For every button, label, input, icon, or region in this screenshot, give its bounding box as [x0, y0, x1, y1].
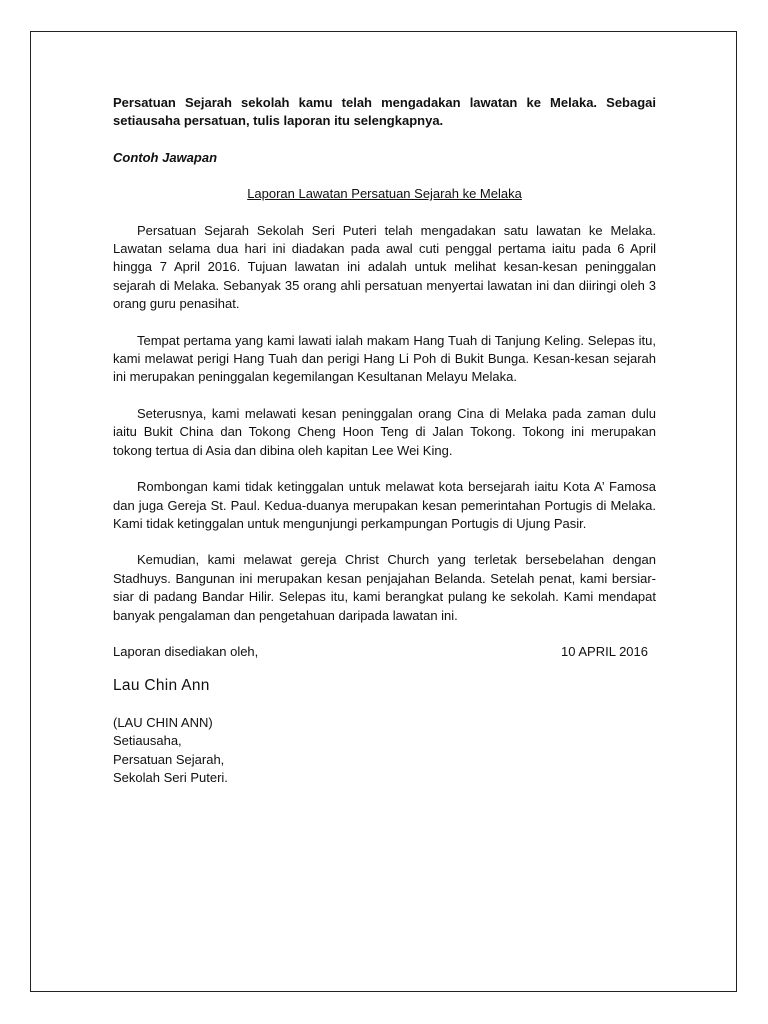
- question-text: Persatuan Sejarah sekolah kamu telah mengadakan lawatan ke Melaka. Sebagai setiausaha persatuan, tulis laporan itu selengkapnya.: [113, 95, 656, 129]
- report-paragraph-5: Kemudian, kami melawat gereja Christ Church yang terletak bersebelahan dengan Stadhuys. Bangunan ini merupakan kesan penjajahan Belanda. Setelah penat, kami bersiar-siar di padang Bandar Hilir. Selepas itu, kami berangkat pulang ke sekolah. Kami mendapat banyak pengalaman dan pengetahuan daripada lawatan ini.: [113, 552, 656, 623]
- report-date: 10 APRIL 2016: [561, 643, 648, 659]
- signatory-school: Sekolah Seri Puteri.: [113, 769, 228, 785]
- prepared-by-row: [113, 643, 656, 661]
- signature: Lau Chin Ann: [113, 677, 210, 695]
- prepared-by-label: Laporan disediakan oleh,: [113, 643, 259, 659]
- signatory-association: Persatuan Sejarah,: [113, 751, 225, 767]
- report-paragraph-1: Persatuan Sejarah Sekolah Seri Puteri telah mengadakan satu lawatan ke Melaka. Lawatan selama dua hari ini diadakan pada awal cuti penggal pertama iaitu pada 6 April hingga 7 April 2016. Tujuan lawatan ini adalah untuk melihat kesan-kesan peninggalan sejarah di Melaka. Sebanyak 35 orang ahli persatuan menyertai lawatan ini dan diiringi oleh 3 orang guru penasihat.: [113, 222, 656, 312]
- signatory-name: (LAU CHIN ANN): [113, 714, 213, 730]
- document-content: [113, 94, 656, 787]
- report-paragraph-3: Seterusnya, kami melawati kesan peninggalan orang Cina di Melaka pada zaman dulu iaitu Bukit China dan Tokong Cheng Hoon Teng di Jalan Tokong. Tokong ini merupakan tokong tertua di Asia dan dibina oleh kapitan Lee Wei King.: [113, 405, 656, 458]
- example-answer-heading: Contoh Jawapan: [113, 149, 218, 165]
- report-paragraph-4: Rombongan kami tidak ketinggalan untuk melawat kota bersejarah iaitu Kota A’ Famosa dan juga Gereja St. Paul. Kedua-duanya merupakan kesan pemerintahan Portugis di Melaka. Kami tidak ketinggalan untuk mengunjungi perkampungan Portugis di Ujung Pasir.: [113, 479, 656, 531]
- report-title: Laporan Lawatan Persatuan Sejarah ke Melaka: [247, 186, 522, 202]
- signatory-position: Setiausaha,: [113, 733, 182, 749]
- report-paragraph-2: Tempat pertama yang kami lawati ialah makam Hang Tuah di Tanjung Keling. Selepas itu, kami melawat perigi Hang Tuah dan perigi Hang Li Poh di Bukit Bunga. Kesan-kesan sejarah ini merupakan peninggalan kegemilangan Kesultanan Melayu Melaka.: [113, 332, 656, 385]
- signatory-details: [113, 714, 656, 788]
